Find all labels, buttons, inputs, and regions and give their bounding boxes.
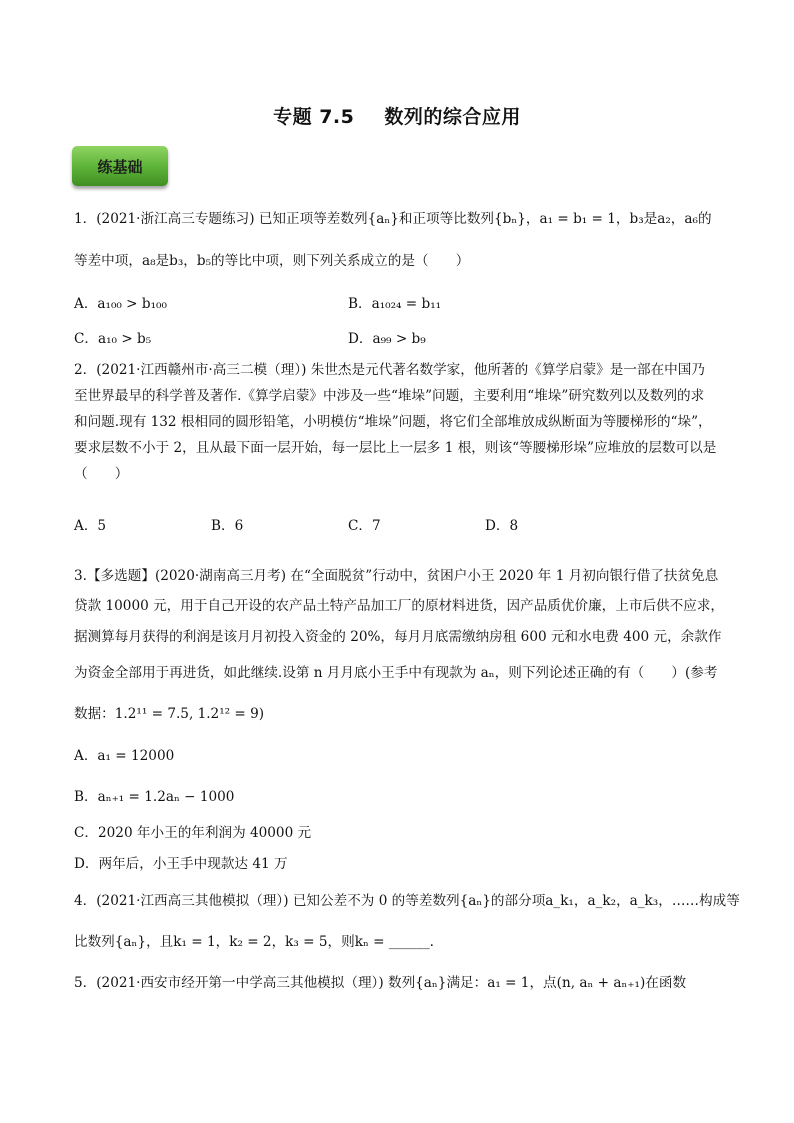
q4-line-2: 比数列{aₙ}，且k₁ = 1，k₂ = 2，k₃ = 5，则kₙ = ______. <box>74 934 434 950</box>
q2-option-a: A．5 <box>74 518 107 534</box>
q3-line-3: 据测算每月获得的利润是该月月初投入资金的 20%，每月月底需缴纳房租 600 元和水电费 400 元，余款作 <box>74 629 722 645</box>
section-badge: 练基础 <box>72 146 168 186</box>
q4-line-1: 4．(2021·江西高三其他模拟（理）) 已知公差不为 0 的等差数列{aₙ}的部分项a_k₁，a_k₂，a_k₃，……构成等 <box>74 893 740 909</box>
q1-line-1: 1．(2021·浙江高三专题练习) 已知正项等差数列{aₙ}和正项等比数列{bₙ}，a₁ = b₁ = 1，b₃是a₂，a₆的 <box>74 211 712 227</box>
q1-option-d: D．a₉₉ > b₉ <box>348 331 426 347</box>
q2-line-4: 要求层数不小于 2，且从最下面一层开始，每一层比上一层多 1 根，则该“等腰梯形垛”应堆放的层数可以是 <box>74 440 717 456</box>
q2-option-d: D．8 <box>485 518 519 534</box>
q3-line-1: 3.【多选题】(2020·湖南高三月考) 在“全面脱贫”行动中，贫困户小王 2020 年 1 月初向银行借了扶贫免息 <box>74 568 719 584</box>
q2-line-1: 2．(2021·江西赣州市·高三二模（理）) 朱世杰是元代著名数学家，他所著的《算学启蒙》是一部在中国乃 <box>74 362 705 378</box>
q3-option-b: B．aₙ₊₁ = 1.2aₙ − 1000 <box>74 789 235 805</box>
q3-option-d: D．两年后，小王手中现款达 41 万 <box>74 856 288 872</box>
q3-line-2: 贷款 10000 元，用于自己开设的农产品土特产品加工厂的原材料进货，因产品质优价廉，上市后供不应求， <box>74 598 725 614</box>
q3-option-a: A．a₁ = 12000 <box>74 748 175 764</box>
q2-line-5: （ ） <box>74 466 129 482</box>
q1-option-c: C．a₁₀ > b₅ <box>74 331 152 347</box>
q2-line-3: 和问题.现有 132 根相同的圆形铅笔，小明模仿“堆垛”问题，将它们全部堆放成纵断面为等腰梯形的“垛”， <box>74 414 712 430</box>
title-text: 数列的综合应用 <box>384 106 521 128</box>
page-title <box>0 102 794 129</box>
q1-option-a: A．a₁₀₀ > b₁₀₀ <box>74 296 167 312</box>
q1-line-2: 等差中项，a₈是b₃，b₅的等比中项，则下列关系成立的是（ ） <box>74 253 470 269</box>
title-number: 专题 7.5 <box>273 106 355 128</box>
q2-line-2: 至世界最早的科学普及著作.《算学启蒙》中涉及一些“堆垛”问题，主要利用“堆垛”研究数列以及数列的求 <box>74 388 705 404</box>
q3-line-5: 数据：1.2¹¹ = 7.5, 1.2¹² = 9) <box>74 706 265 722</box>
q2-option-b: B．6 <box>211 518 244 534</box>
q3-line-4: 为资金全部用于再进货，如此继续.设第 n 月月底小王手中有现款为 aₙ，则下列论述正确的有（ ）(参考 <box>74 665 718 681</box>
q2-option-c: C．7 <box>348 518 381 534</box>
q3-option-c: C．2020 年小王的年利润为 40000 元 <box>74 825 312 841</box>
q1-option-b: B．a₁₀₂₄ = b₁₁ <box>348 296 442 312</box>
q5-line-1: 5．(2021·西安市经开第一中学高三其他模拟（理）) 数列{aₙ}满足：a₁ = 1，点(n, aₙ + aₙ₊₁)在函数 <box>74 975 687 991</box>
